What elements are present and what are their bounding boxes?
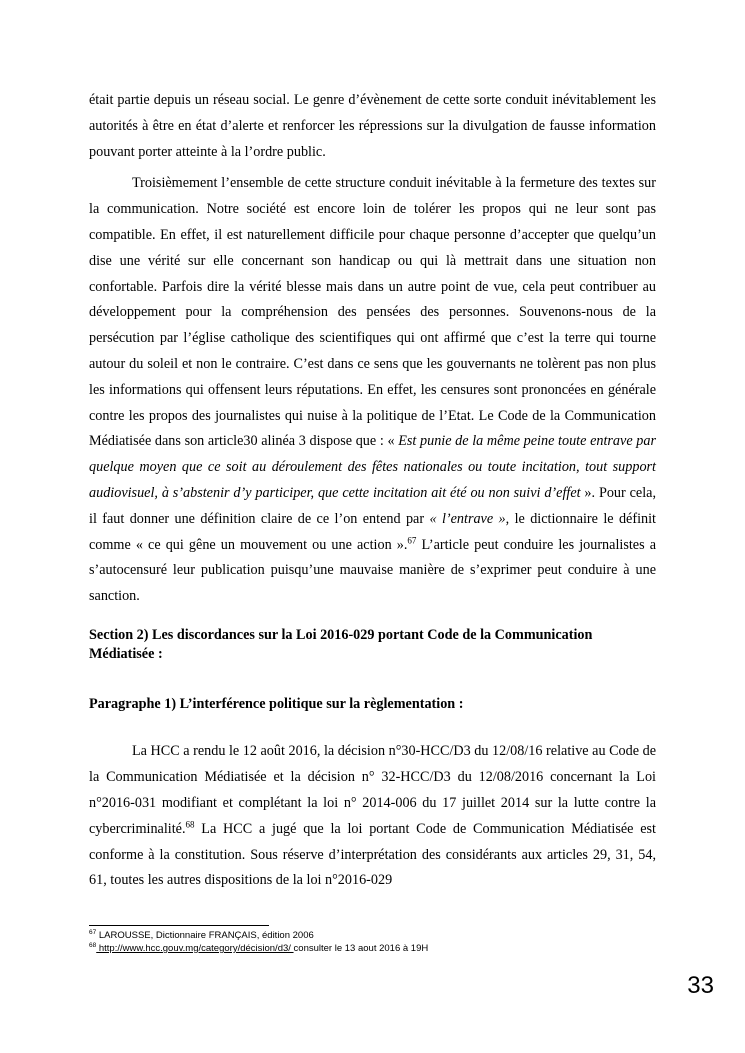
footnote-67 — [89, 929, 689, 942]
footnote-ref-67[interactable]: 67 — [407, 534, 417, 545]
article-30-quote: Est punie de la même peine toute entrave par quelque moyen que ce soit au déroulement des fêtes nationales ou toute incitation, tout support audiovisuel, à s’abstenir d’y participer, que cette incitation ait été ou non suivi d’effet — [89, 433, 656, 501]
footnote-68-number: 68 — [89, 941, 97, 949]
page-number: 33 — [687, 972, 714, 999]
footnote-ref-68[interactable]: 68 — [185, 819, 195, 830]
paragraph-2-text-b: ». Pour cela, il faut donner une définition claire de ce l’on entend par — [89, 484, 656, 527]
footnote-67-number: 67 — [89, 928, 97, 936]
paragraph-3-text-a: La HCC a rendu le 12 août 2016, la décision n°30-HCC/D3 du 12/08/16 relative au Code de la Communication Médiatisée et la décision n° 32-HCC/D3 du 12/08/2016 concernant la Loi n°2016-031 modifiant et complétant la loi n° 2014-006 du 17 juillet 2014 sur la lutte contre la cybercriminalité. — [89, 743, 656, 837]
paragraph-2 — [89, 171, 656, 610]
paragraph-2-text-c: , le dictionnaire le définit comme « ce qui gêne un mouvement ou une action ». — [89, 510, 656, 553]
entrave-term: « l’entrave » — [429, 510, 506, 527]
document-body — [89, 88, 656, 894]
paragraph-1: était partie depuis un réseau social. Le genre d’évènement de cette sorte conduit inévitablement les autorités à être en état d’alerte et renforcer les répressions sur la divulgation de fausse information pouvant porter atteinte à la l’ordre public. — [89, 92, 656, 160]
section-2-heading: Section 2) Les discordances sur la Loi 2016-029 portant Code de la Communication Médiatisée : — [89, 626, 593, 663]
paragraph-3 — [89, 739, 656, 894]
paragraph-2-text-d: L’article peut conduire les journalistes a s’autocensuré leur publication puisqu’une mauvaise manière de s’exprimer peut conduire à une sanction. — [89, 536, 656, 605]
footnotes — [89, 929, 689, 955]
footnote-separator — [89, 925, 269, 926]
footnote-68 — [89, 942, 689, 955]
paragraph-2-text-a: Troisièmement l’ensemble de cette structure conduit inévitable à la fermeture des textes sur la communication. Notre société est encore loin de tolérer les propos qui ne leur sont pas compatible. En effet, il est naturellement difficile pour chaque personne d’accepter que quelqu’un dise une vérité sur elle concernant son handicap ou qui là mettrait dans une situation non confortable. Parfois dire la vérité blesse mais dans un autre point de vue, cela peut contribuer au développement pour la compréhension des pensées des personnes. Souvenons-nous de la persécution par l’église catholique des scientifiques qui ont affirmé que c’est la terre qui tourne autour du soleil et non le contraire. C’est dans ce sens que les gouvernants ne tolèrent pas non plus les informations qui offensent leurs réputations. En effet, les censures sont prononcées en générale contre les propos des journalistes qui nuise à la politique de l’Etat. Le Code de la Communication Médiatisée dans son article30 alinéa 3 dispose que : « — [89, 175, 656, 450]
footnote-67-text: LAROUSSE, Dictionnaire FRANÇAIS, édition 2006 — [96, 930, 314, 941]
paragraph-1-heading: Paragraphe 1) L’interférence politique sur la règlementation : — [89, 695, 464, 712]
paragraph-3-text-b: La HCC a jugé que la loi portant Code de Communication Médiatisée est conforme à la constitution. Sous réserve d’interprétation des considérants aux articles 29, 31, 54, 61, toutes les autres dispositions de la loi n°2016-029 — [89, 820, 656, 889]
footnote-68-text: consulter le 13 aout 2016 à 19H — [293, 943, 429, 954]
footnote-68-link[interactable]: http://www.hcc.gouv.mg/category/décision/d3/ — [96, 943, 294, 954]
